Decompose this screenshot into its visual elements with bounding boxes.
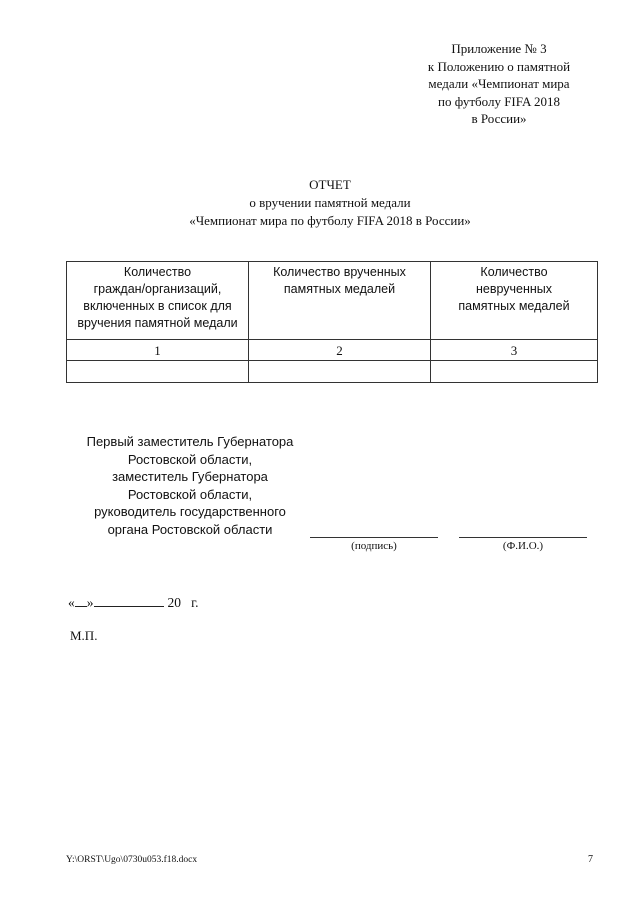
header-line: Количество врученных [273, 265, 406, 279]
date-open-quote: « [68, 595, 75, 610]
footer-file-path: Y:\ORST\Ugo\0730u053.f18.docx [66, 855, 198, 865]
header-line: неврученных [475, 282, 553, 296]
table-data-row [67, 361, 598, 383]
month-blank[interactable] [94, 594, 164, 607]
report-subtitle: о вручении памятной медали [249, 195, 411, 210]
table-number-row [67, 340, 598, 361]
appendix-line: медали «Чемпионат мира [428, 76, 570, 92]
header-cell-not-awarded [431, 262, 598, 340]
day-blank[interactable] [75, 594, 87, 607]
header-line: граждан/организаций, [93, 282, 222, 296]
report-title-block [120, 176, 540, 230]
data-cell-recipients[interactable] [67, 361, 249, 383]
signature-caption: (подпись) [351, 540, 397, 552]
date-line [68, 594, 199, 611]
year-prefix: 20 [167, 595, 181, 610]
appendix-line: в России» [471, 111, 527, 127]
appendix-header [406, 40, 592, 128]
report-title: ОТЧЕТ [309, 177, 351, 192]
signature-line[interactable] [310, 537, 438, 538]
report-subtitle: «Чемпионат мира по футболу FIFA 2018 в России» [189, 213, 471, 228]
appendix-line: Приложение № 3 [451, 41, 547, 56]
signer-line: заместитель Губернатора [112, 469, 268, 484]
data-cell-awarded[interactable] [249, 361, 431, 383]
full-name-line[interactable] [459, 537, 587, 538]
appendix-line: к Положению о памятной [427, 58, 571, 74]
page-number: 7 [588, 854, 593, 865]
signer-line: Первый заместитель Губернатора [86, 434, 294, 449]
signer-line: руководитель государственного [94, 504, 286, 519]
column-number: 1 [67, 340, 249, 361]
header-cell-recipients [67, 262, 249, 340]
header-line: памятных медалей [458, 299, 570, 313]
year-suffix: г. [191, 595, 199, 610]
signer-line: Ростовской области, [127, 451, 253, 467]
signer-line: органа Ростовской области [107, 521, 273, 537]
header-line: вручения памятной медали [77, 316, 238, 330]
medal-report-table [66, 261, 598, 383]
header-line: Количество [123, 265, 192, 279]
data-cell-not-awarded[interactable] [431, 361, 598, 383]
header-cell-awarded [249, 262, 431, 340]
appendix-line: по футболу FIFA 2018 [438, 93, 560, 109]
full-name-caption: (Ф.И.О.) [502, 540, 544, 552]
signer-position-block [70, 433, 310, 538]
column-number: 2 [249, 340, 431, 361]
header-line: памятных медалей [283, 282, 396, 296]
header-line: Количество [480, 265, 548, 279]
signer-line: Ростовской области, [127, 486, 253, 502]
table-header-row [67, 262, 598, 340]
column-number: 3 [431, 340, 598, 361]
header-line: включенных в список для [83, 299, 232, 313]
date-close-quote: » [86, 595, 94, 610]
stamp-label: М.П. [70, 628, 98, 643]
